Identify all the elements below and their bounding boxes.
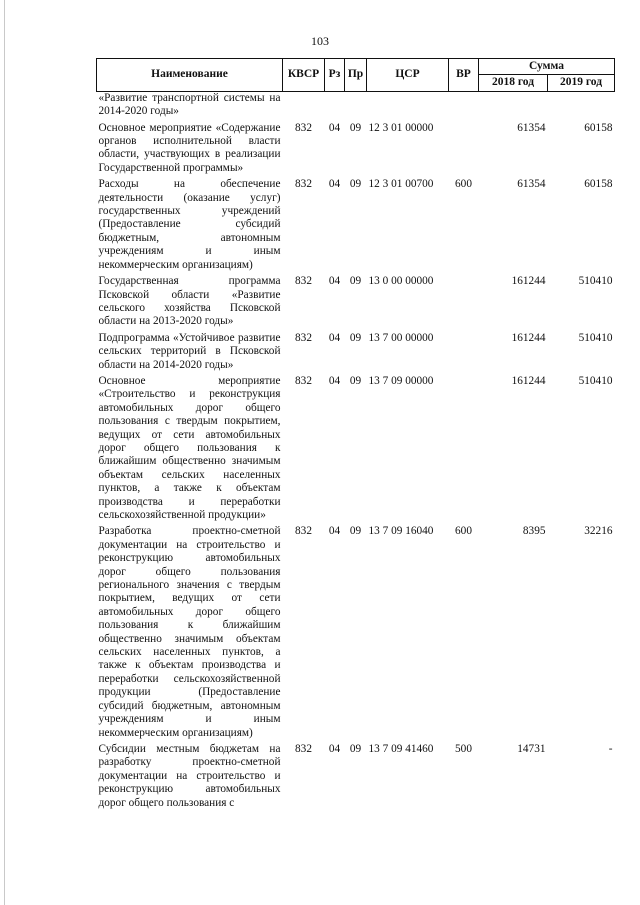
row-sum-2019: 60158 (584, 121, 613, 134)
row-sum-2018: 161244 (511, 331, 546, 344)
row-sum-2019: 510410 (578, 374, 613, 387)
table-row (97, 525, 615, 743)
row-sum-2019: - (608, 742, 613, 755)
row-pr: 09 (349, 742, 362, 755)
row-vr: 600 (455, 178, 472, 191)
row-vr (449, 275, 479, 332)
row-vr: 500 (455, 742, 472, 755)
row-rz: 04 (328, 275, 341, 288)
row-sum-2019: 60158 (584, 178, 613, 191)
header-rz: Рз (325, 59, 345, 92)
row-csr (367, 91, 449, 121)
table-body (97, 91, 615, 813)
row-name: Государственная программа Псковской области «Развитие сельского хозяйства Псковской области на 2013-2020 годы» (98, 275, 281, 328)
header-sum: Сумма (479, 59, 615, 75)
row-name: Разработка проектно-сметной документации на строительство и реконструкцию автомобильных дорог общего пользования регионального значения с твердым покрытием, ведущих от сети автомобильных дорог общего пользования к ближайшим общественно значимым объектам сельских населенных пунктов, а также к объектам производства и переработки сельскохозяйственной продукции (Предоставление субсидий бюджетным, автономным учреждениям и иным некоммерческим организациям) (98, 525, 281, 739)
row-csr: 13 0 00 00000 (368, 275, 434, 288)
row-sum-2018: 161244 (511, 275, 546, 288)
row-rz: 04 (328, 374, 341, 387)
table-row (97, 91, 615, 121)
row-sum-2019: 32216 (584, 525, 613, 538)
row-rz: 04 (328, 742, 341, 755)
header-2018: 2018 год (479, 75, 548, 91)
row-vr (449, 375, 479, 525)
row-name: Субсидии местным бюджетам на разработку проектно-сметной документации на строительство и реконструкцию автомобильных дорог общего пользования с (98, 742, 281, 809)
row-sum-2019: 510410 (578, 275, 613, 288)
row-kvsr: 832 (295, 178, 312, 191)
header-pr: Пр (345, 59, 367, 92)
row-name: Подпрограмма «Устойчивое развитие сельских территорий в Псковской области на 2014-2020 годы» (98, 331, 281, 371)
header-kvsr: КВСР (283, 59, 325, 92)
row-sum-2018: 61354 (517, 121, 546, 134)
table-row (97, 743, 615, 813)
row-rz: 04 (328, 121, 341, 134)
row-sum-2018 (479, 91, 548, 121)
row-pr: 09 (349, 178, 362, 191)
row-sum-2018: 14731 (517, 742, 546, 755)
row-pr: 09 (349, 331, 362, 344)
table-row (97, 275, 615, 332)
row-name: Основное мероприятие «Строительство и реконструкция автомобильных дорог общего пользования с твердым покрытием, ведущих от сети автомобильных дорог общего пользования к ближайшим общественно значимым объектам сельских населенных пунктов, а также к объектам производства и переработки сельскохозяйственной продукции» (98, 374, 281, 521)
header-name: Наименование (97, 59, 283, 92)
table-row (97, 332, 615, 375)
row-pr: 09 (349, 525, 362, 538)
row-csr: 13 7 00 00000 (368, 331, 434, 344)
row-kvsr: 832 (295, 525, 312, 538)
table-header (97, 59, 615, 92)
header-vr: ВР (449, 59, 479, 92)
row-kvsr: 832 (295, 331, 312, 344)
row-sum-2018: 161244 (511, 374, 546, 387)
row-kvsr (283, 91, 325, 121)
row-sum-2018: 61354 (517, 178, 546, 191)
row-csr: 13 7 09 16040 (368, 525, 434, 538)
row-csr: 12 3 01 00000 (368, 121, 434, 134)
row-kvsr: 832 (295, 275, 312, 288)
header-csr: ЦСР (367, 59, 449, 92)
row-pr (345, 91, 367, 121)
row-rz: 04 (328, 525, 341, 538)
row-sum-2018: 8395 (522, 525, 546, 538)
row-kvsr: 832 (295, 374, 312, 387)
row-pr: 09 (349, 374, 362, 387)
row-vr (449, 91, 479, 121)
budget-table (96, 58, 615, 813)
header-2019: 2019 год (548, 75, 615, 91)
table-row (97, 122, 615, 179)
row-pr: 09 (349, 275, 362, 288)
row-vr: 600 (455, 525, 472, 538)
table-row (97, 178, 615, 275)
row-csr: 12 3 01 00700 (368, 178, 434, 191)
row-rz: 04 (328, 331, 341, 344)
row-name: «Развитие транспортной системы на 2014-2020 годы» (98, 91, 281, 118)
scan-edge (4, 0, 5, 905)
row-csr: 13 7 09 00000 (368, 374, 434, 387)
row-vr (449, 332, 479, 375)
row-sum-2019: 510410 (578, 331, 613, 344)
row-sum-2019 (548, 91, 615, 121)
table-row (97, 375, 615, 525)
row-csr: 13 7 09 41460 (368, 742, 434, 755)
row-kvsr: 832 (295, 742, 312, 755)
row-vr (449, 122, 479, 179)
row-name: Основное мероприятие «Содержание органов исполнительной власти области, участвующих в реализации Государственной программы» (98, 121, 281, 174)
row-kvsr: 832 (295, 121, 312, 134)
row-pr: 09 (349, 121, 362, 134)
row-name: Расходы на обеспечение деятельности (оказание услуг) государственных учреждений (Предоставление субсидий бюджетным, автономным учреждениям и иным некоммерческим организациям) (98, 178, 281, 271)
row-rz (325, 91, 345, 121)
page-number: 103 (311, 34, 329, 48)
row-rz: 04 (328, 178, 341, 191)
